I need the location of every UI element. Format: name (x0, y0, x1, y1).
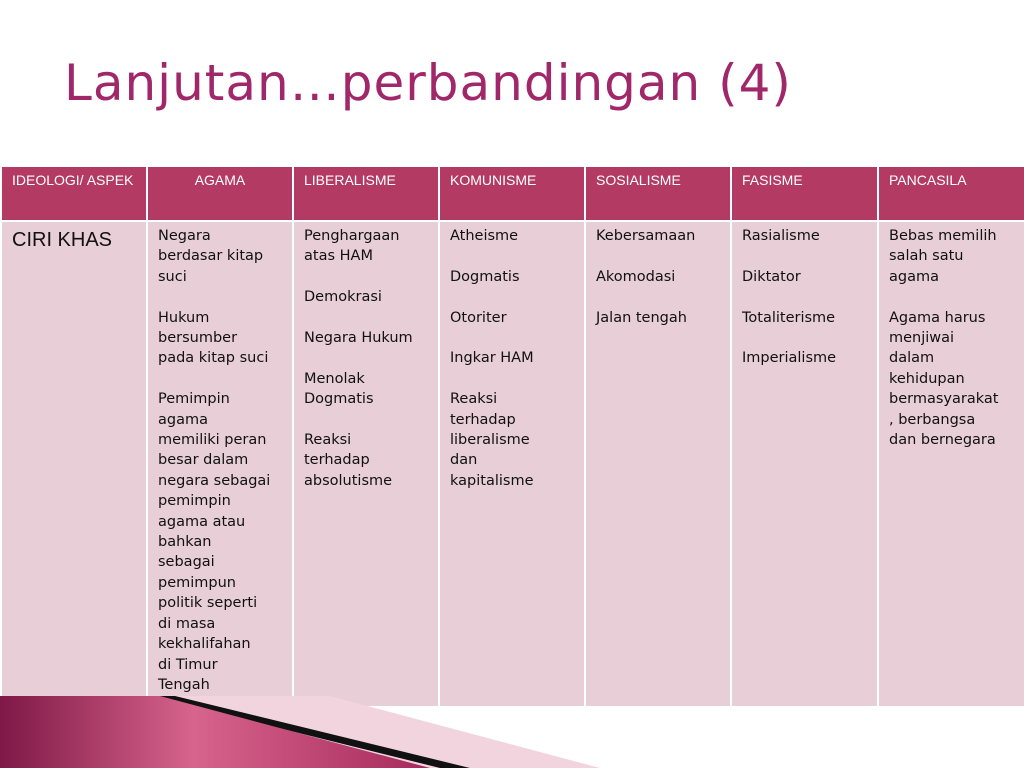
cell-item: Negara Hukum (304, 330, 413, 346)
cell-item: Dogmatis (450, 268, 520, 285)
bottom-decoration (0, 696, 1024, 768)
cell-item: Akomodasi (596, 268, 676, 285)
cell-item: Diktator (742, 268, 801, 285)
cell-item: Menolak Dogmatis (304, 370, 374, 408)
cell-agama (147, 221, 293, 707)
cell-item: Reaksi terhadap liberalisme dan kapitalisme (450, 391, 534, 489)
cell-item: Kebersamaan (596, 228, 696, 244)
cell-item: Penghargaan atas HAM (304, 228, 400, 265)
cell-sosialisme (585, 221, 731, 707)
header-liberalisme: LIBERALISME (293, 166, 439, 221)
cell-komunisme (439, 221, 585, 707)
slide-title: Lanjutan…perbandingan (4) (64, 54, 792, 112)
header-fasisme: FASISME (731, 166, 878, 221)
cell-item: Agama harus menjiwai dalam kehidupan bermasyarakat , berbangsa dan bernegara (889, 309, 999, 449)
cell-item: Totaliterisme (742, 309, 836, 326)
cell-item: Pemimpin agama memiliki peran besar dalam negara sebagai pemimpin agama atau bahkan sebagai pemimpun politik seperti di masa kekhalifahan di Timur Tengah (158, 391, 271, 693)
cell-item: Jalan tengah (596, 309, 687, 326)
header-pancasila: PANCASILA (878, 166, 1024, 221)
cell-item: Otoriter (450, 309, 507, 326)
cell-liberalisme (293, 221, 439, 707)
cell-item: Reaksi terhadap absolutisme (304, 432, 393, 489)
header-agama: AGAMA (147, 166, 293, 221)
cell-item: Rasialisme (742, 228, 820, 244)
cell-item: Negara berdasar kitap suci (158, 228, 264, 285)
header-komunisme: KOMUNISME (439, 166, 585, 221)
cell-item: Bebas memilih salah satu agama (889, 228, 997, 285)
cell-item: Atheisme (450, 228, 519, 244)
table-row-ciri-khas (1, 221, 1024, 707)
cell-fasisme (731, 221, 878, 707)
cell-pancasila (878, 221, 1024, 707)
cell-item: Hukum bersumber pada kitap suci (158, 309, 269, 367)
row-label-ciri-khas: CIRI KHAS (1, 221, 147, 707)
cell-item: Imperialisme (742, 350, 837, 367)
header-sosialisme: SOSIALISME (585, 166, 731, 221)
header-ideologi-aspek: IDEOLOGI/ ASPEK (1, 166, 147, 221)
header-row (1, 166, 1024, 221)
cell-item: Ingkar HAM (450, 350, 534, 367)
cell-item: Demokrasi (304, 289, 382, 306)
comparison-table (0, 165, 1024, 708)
comparison-table-container (0, 165, 1024, 708)
